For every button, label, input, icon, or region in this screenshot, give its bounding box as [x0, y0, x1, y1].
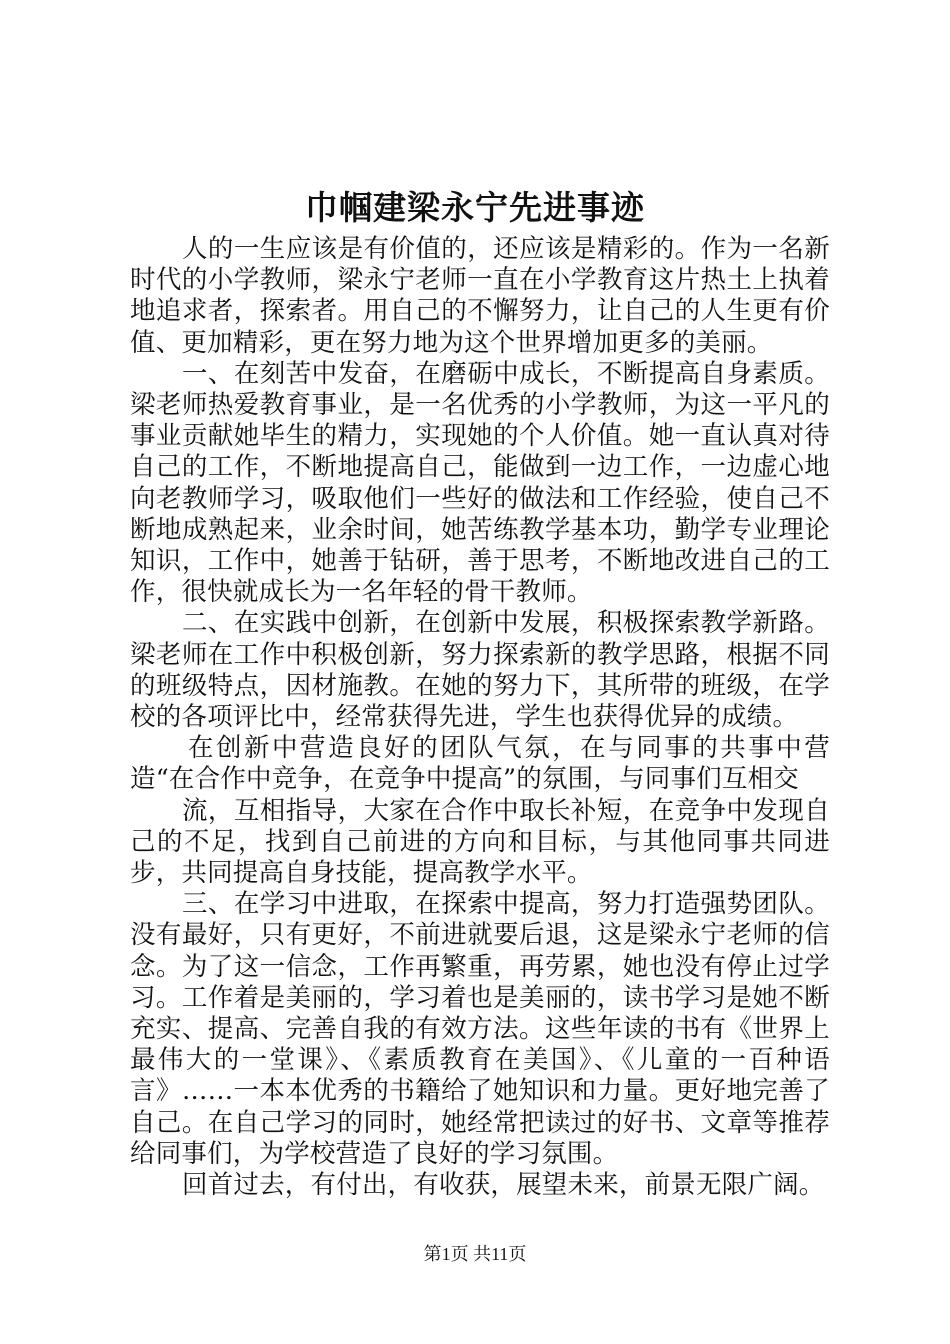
paragraph-intro: 人的一生应该是有价值的，还应该是精彩的。作为一名新时代的小学教师，梁永宁老师一直在小学教育这片热土上执着地追求者，探索者。用自己的不懈努力，让自己的人生更有价值、更加精彩，更在努力地为这个世界增加更多的美丽。 [130, 234, 830, 358]
document-title: 巾帼建梁永宁先进事迹 [305, 188, 645, 227]
paragraph-team-continued: 流，互相指导，大家在合作中取长补短，在竞争中发现自己的不足，找到自己前进的方向和目标，与其他同事共同进步，共同提高自身技能，提高教学水平。 [130, 795, 830, 889]
paragraph-section-1: 一、在刻苦中发奋，在磨砺中成长，不断提高自身素质。梁老师热爱教育事业，是一名优秀的小学教师，为这一平凡的事业贡献她毕生的精力，实现她的个人价值。她一直认真对待自己的工作，不断地提高自己，能做到一边工作，一边虚心地向老教师学习，吸取他们一些好的做法和工作经验，使自己不断地成熟起来，业余时间，她苦练教学基本功，勤学专业理论知识，工作中，她善于钻研，善于思考，不断地改进自己的工作，很快就成长为一名年轻的骨干教师。 [130, 358, 830, 608]
page-number-footer: 第1页 共11页 [423, 1244, 527, 1264]
paragraph-closing: 回首过去，有付出，有收获，展望未来，前景无限广阔。 [182, 1170, 825, 1201]
document-body [130, 234, 830, 1201]
paragraph-section-2: 二、在实践中创新，在创新中发展，积极探索教学新路。梁老师在工作中积极创新，努力探索新的教学思路，根据不同的班级特点，因材施教。在她的努力下，其所带的班级，在学校的各项评比中，经常获得先进，学生也获得优异的成绩。 [130, 608, 830, 733]
paragraph-section-3: 三、在学习中进取，在探索中提高，努力打造强势团队。没有最好，只有更好，不前进就要后退，这是梁永宁老师的信念。为了这一信念，工作再繁重，再劳累，她也没有停止过学习。工作着是美丽的，学习着也是美丽的，读书学习是她不断充实、提高、完善自我的有效方法。这些年读的书有《世界上最伟大的一堂课》、《素质教育在美国》、《儿童的一百种语言》……一本本优秀的书籍给了她知识和力量。更好地完善了自己。在自己学习的同时，她经常把读过的好书、文章等推荐给同事们，为学校营造了良好的学习氛围。 [130, 889, 830, 1169]
paragraph-team-atmosphere: 在创新中营造良好的团队气氛，在与同事的共事中营造“在合作中竞争，在竞争中提高”的氛围，与同事们互相交 [130, 733, 830, 795]
